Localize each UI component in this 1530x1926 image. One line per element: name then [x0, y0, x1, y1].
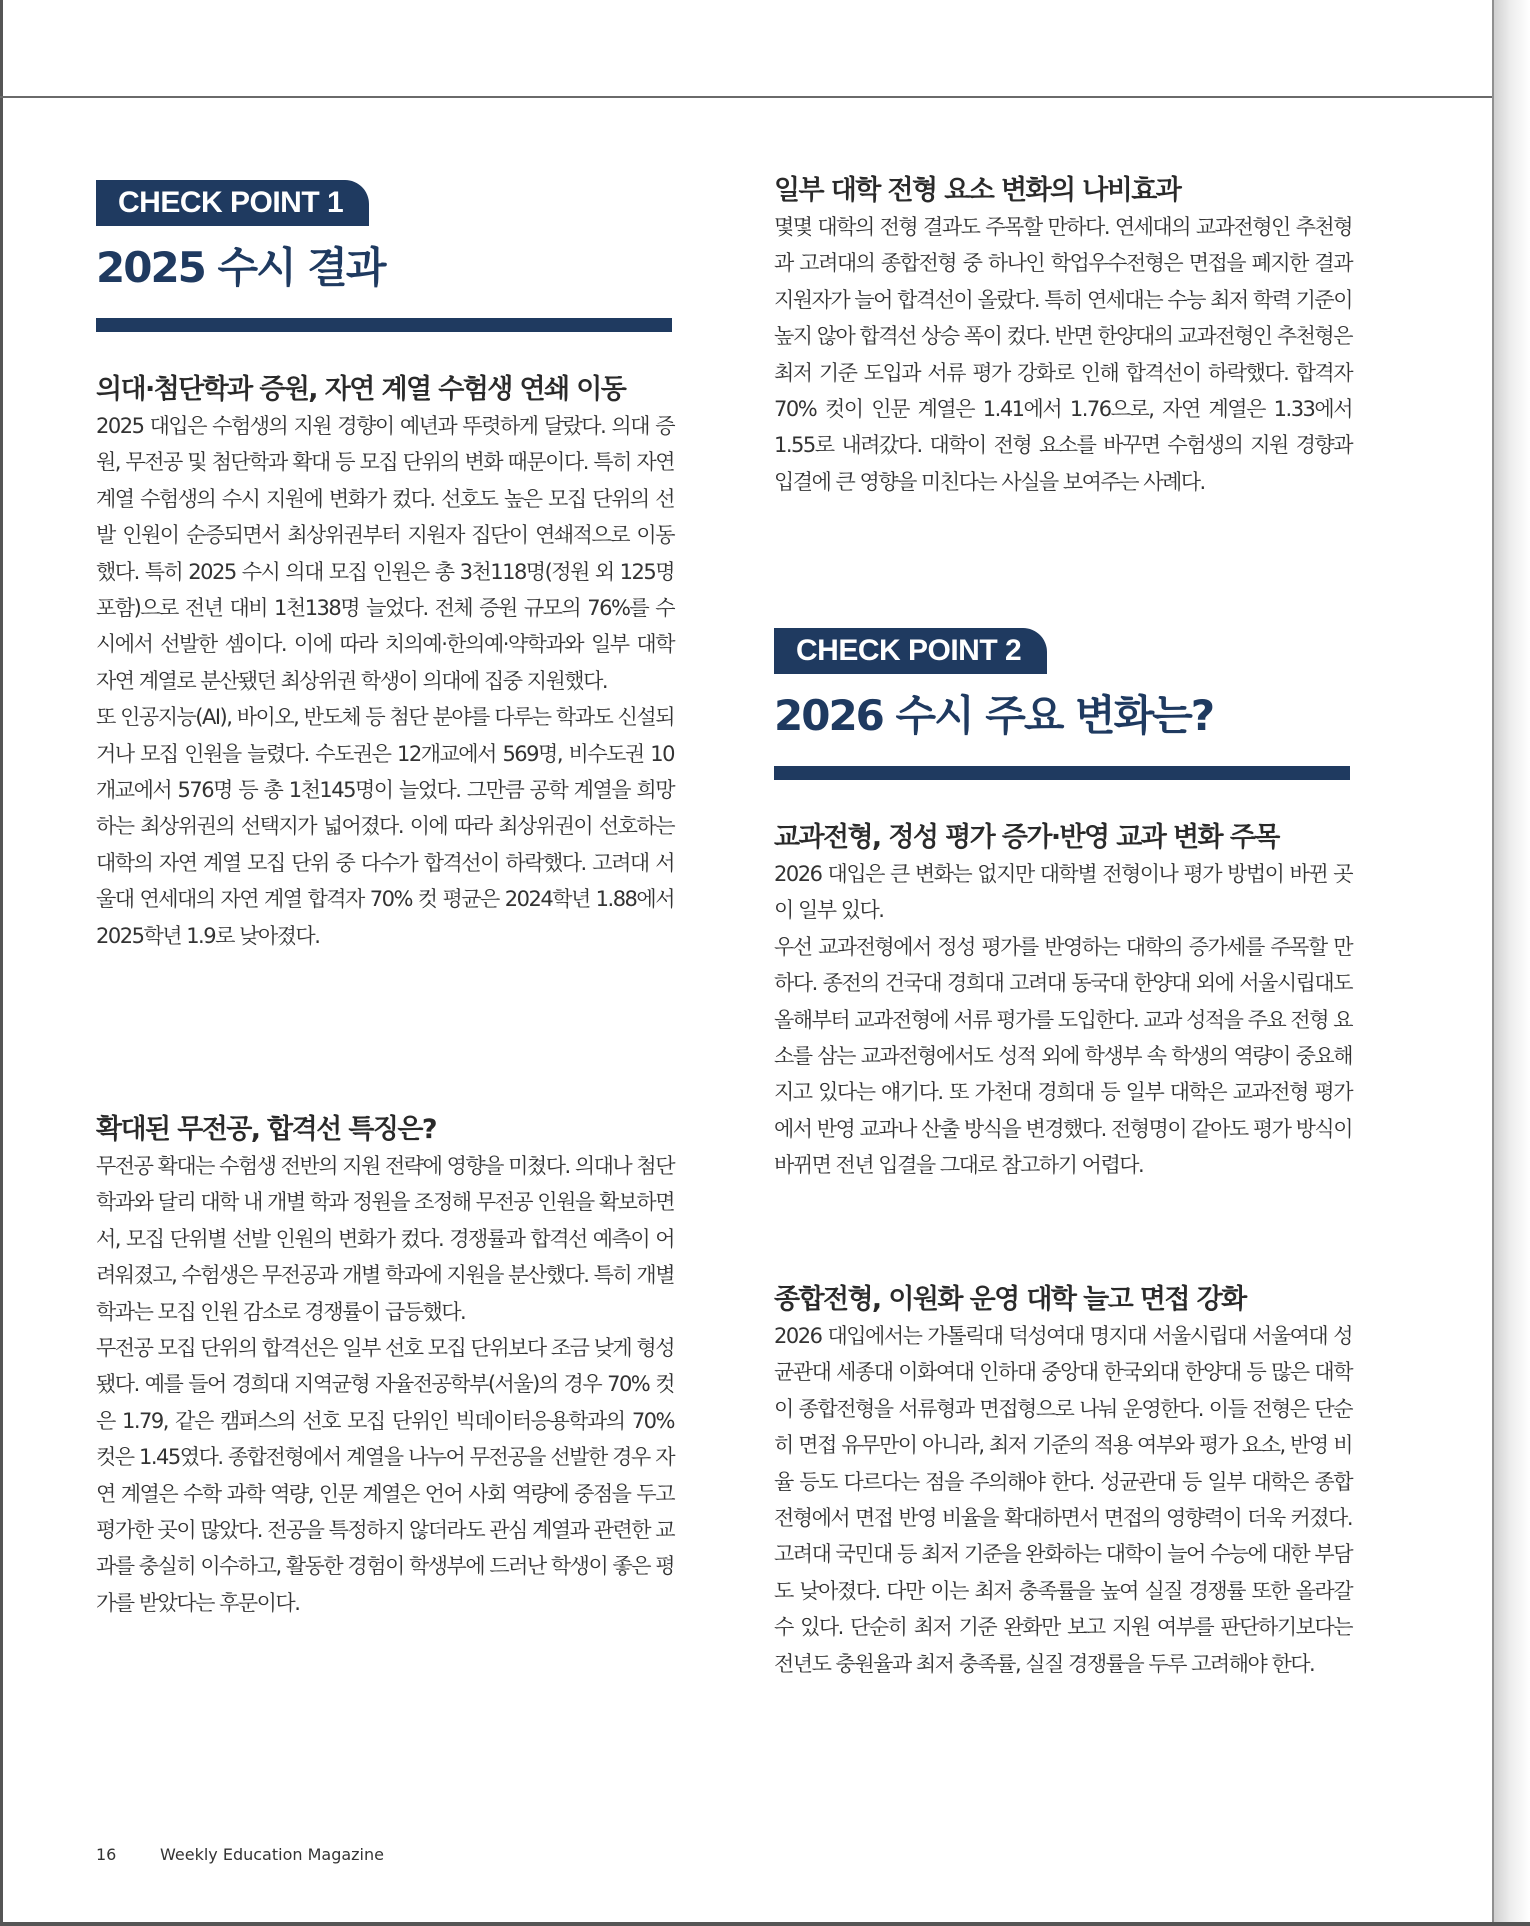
page-right-edge — [1492, 0, 1494, 1926]
page-curl-shadow — [1494, 0, 1530, 1926]
left-section-2-paragraph-2: 무전공 모집 단위의 합격선은 일부 선호 모집 단위보다 조금 낮게 형성됐다. 예를 들어 경희대 지역균형 자율전공학부(서울)의 경우 70% 컷은 1.79, 같은 캠퍼스의 선호 모집 단위인 빅데이터응용학과의 70% 컷은 1.45였다. 종합전형에서 계열을 나누어 무전공을 선발한 경우 자연 계열은 수학 과학 역량, 인문 계열은 언어 사회 역량에 중점을 두고 평가한 곳이 많았다. 전공을 특정하지 않더라도 관심 계열과 관련한 교과를 충실히 이수하고, 활동한 경험이 학생부에 드러난 학생이 좋은 평가를 받았다는 후문이다. — [96, 1336, 674, 1615]
left-section-2-heading: 확대된 무전공, 합격선 특징은? — [96, 1114, 436, 1145]
right-section-0-paragraph-1: 몇몇 대학의 전형 결과도 주목할 만하다. 연세대의 교과전형인 추천형과 고려대의 종합전형 중 하나인 학업우수전형은 면접을 폐지한 결과 지원자가 늘어 합격선이 올랐다. 특히 연세대는 수능 최저 학력 기준이 높지 않아 합격선 상승 폭이 컸다. 반면 한양대의 교과전형인 추천형은 최저 기준 도입과 서류 평가 강화로 인해 합격선이 하락했다. 합격자 70% 컷이 인문 계열은 1.41에서 1.76으로, 자연 계열은 1.33에서 1.55로 내려갔다. 대학이 전형 요소를 바꾸면 수험생의 지원 경향과 입결에 큰 영향을 미친다는 사실을 보여주는 사례다. — [774, 215, 1352, 494]
check-point-1-title: 2025 수시 결과 — [96, 243, 385, 292]
right-section-0-heading: 일부 대학 전형 요소 변화의 나비효과 — [774, 175, 1181, 206]
page-top-rule — [0, 96, 1512, 98]
check-point-2-title-wrap — [774, 688, 1352, 744]
section-rule — [96, 318, 672, 332]
check-point-1-rule — [96, 318, 674, 332]
left-section-1 — [96, 372, 674, 954]
section-rule — [774, 766, 1350, 780]
left-section-1-paragraph-2: 또 인공지능(AI), 바이오, 반도체 등 첨단 분야를 다루는 학과도 신설되거나 모집 인원을 늘렸다. 수도권은 12개교에서 569명, 비수도권 10개교에서 576명 등 총 1천145명이 늘었다. 그만큼 공학 계열을 희망하는 최상위권의 선택지가 넓어졌다. 이에 따라 최상위권이 선호하는 대학의 자연 계열 모집 단위 중 다수가 합격선이 하락했다. 고려대 서울대 연세대의 자연 계열 합격자 70% 컷 평균은 2024학년 1.88에서 2025학년 1.9로 낮아졌다. — [96, 705, 674, 948]
check-point-1-badge-wrap — [96, 180, 674, 226]
right-section-1-heading: 교과전형, 정성 평가 증가·반영 교과 변화 주목 — [774, 822, 1279, 853]
check-point-1-badge: CHECK POINT 1 — [96, 180, 369, 226]
check-point-2-rule — [774, 766, 1352, 780]
right-section-1-paragraph-1: 2026 대입은 큰 변화는 없지만 대학별 전형이나 평가 방법이 바뀐 곳이 일부 있다. — [774, 862, 1352, 923]
page-bottom-border — [0, 1922, 1530, 1926]
check-point-2-badge-wrap — [774, 628, 1352, 674]
left-section-1-paragraph-1: 2025 대입은 수험생의 지원 경향이 예년과 뚜렷하게 달랐다. 의대 증원, 무전공 및 첨단학과 확대 등 모집 단위의 변화 때문이다. 특히 자연 계열 수험생의 수시 지원에 변화가 컸다. 선호도 높은 모집 단위의 선발 인원이 순증되면서 최상위권부터 지원자 집단이 연쇄적으로 이동했다. 특히 2025 수시 의대 모집 인원은 총 3천118명(정원 외 125명 포함)으로 전년 대비 1천138명 늘었다. 전체 증원 규모의 76%를 수시에서 선발한 셈이다. 이에 따라 치의예·한의예·약학과와 일부 대학 자연 계열로 분산됐던 최상위권 학생이 의대에 집중 지원했다. — [96, 414, 674, 693]
right-section-1-paragraph-2: 우선 교과전형에서 정성 평가를 반영하는 대학의 증가세를 주목할 만하다. 종전의 건국대 경희대 고려대 동국대 한양대 외에 서울시립대도 올해부터 교과전형에 서류 평가를 도입한다. 교과 성적을 주요 전형 요소를 삼는 교과전형에서도 성적 외에 학생부 속 학생의 역량이 중요해지고 있다는 얘기다. 또 가천대 경희대 등 일부 대학은 교과전형 평가에서 반영 교과나 산출 방식을 변경했다. 전형명이 같아도 평가 방식이 바뀌면 전년 입결을 그대로 참고하기 어렵다. — [774, 934, 1352, 1178]
check-point-2-title: 2026 수시 주요 변화는? — [774, 691, 1214, 740]
right-section-2-paragraph-1: 2026 대입에서는 가톨릭대 덕성여대 명지대 서울시립대 서울여대 성균관대 세종대 이화여대 인하대 중앙대 한국외대 한양대 등 많은 대학이 종합전형을 서류형과 면접형으로 나눠 운영한다. 이들 전형은 단순히 면접 유무만이 아니라, 최저 기준의 적용 여부와 평가 요소, 반영 비율 등도 다르다는 점을 주의해야 한다. 성균관대 등 일부 대학은 종합전형에서 면접 반영 비율을 확대하면서 면접의 영향력이 더욱 커졌다. 고려대 국민대 등 최저 기준을 완화하는 대학이 늘어 수능에 대한 부담도 낮아졌다. 다만 이는 최저 충족률을 높여 실질 경쟁률 또한 올라갈 수 있다. 단순히 최저 기준 완화만 보고 지원 여부를 판단하기보다는 전년도 충원율과 최저 충족률, 실질 경쟁률을 두루 고려해야 한다. — [774, 1324, 1352, 1676]
right-section-2-heading: 종합전형, 이원화 운영 대학 늘고 면접 강화 — [774, 1284, 1246, 1315]
left-section-1-heading: 의대·첨단학과 증원, 자연 계열 수험생 연쇄 이동 — [96, 374, 626, 405]
right-section-1 — [774, 820, 1352, 1184]
left-section-2-paragraph-1: 무전공 확대는 수험생 전반의 지원 전략에 영향을 미쳤다. 의대나 첨단학과와 달리 대학 내 개별 학과 정원을 조정해 무전공 인원을 확보하면서, 모집 단위별 선발 인원의 변화가 컸다. 경쟁률과 합격선 예측이 어려워졌고, 수험생은 무전공과 개별 학과에 지원을 분산했다. 특히 개별 학과는 모집 인원 감소로 경쟁률이 급등했다. — [96, 1154, 674, 1324]
magazine-name: Weekly Education Magazine — [160, 1845, 384, 1864]
right-section-2 — [774, 1282, 1352, 1682]
right-section-0 — [774, 173, 1352, 500]
page-footer — [96, 1845, 384, 1864]
left-section-2 — [96, 1112, 674, 1621]
page-left-border — [0, 0, 3, 1926]
check-point-1-title-wrap — [96, 240, 674, 296]
check-point-2-badge: CHECK POINT 2 — [774, 628, 1047, 674]
page-number: 16 — [96, 1845, 117, 1864]
